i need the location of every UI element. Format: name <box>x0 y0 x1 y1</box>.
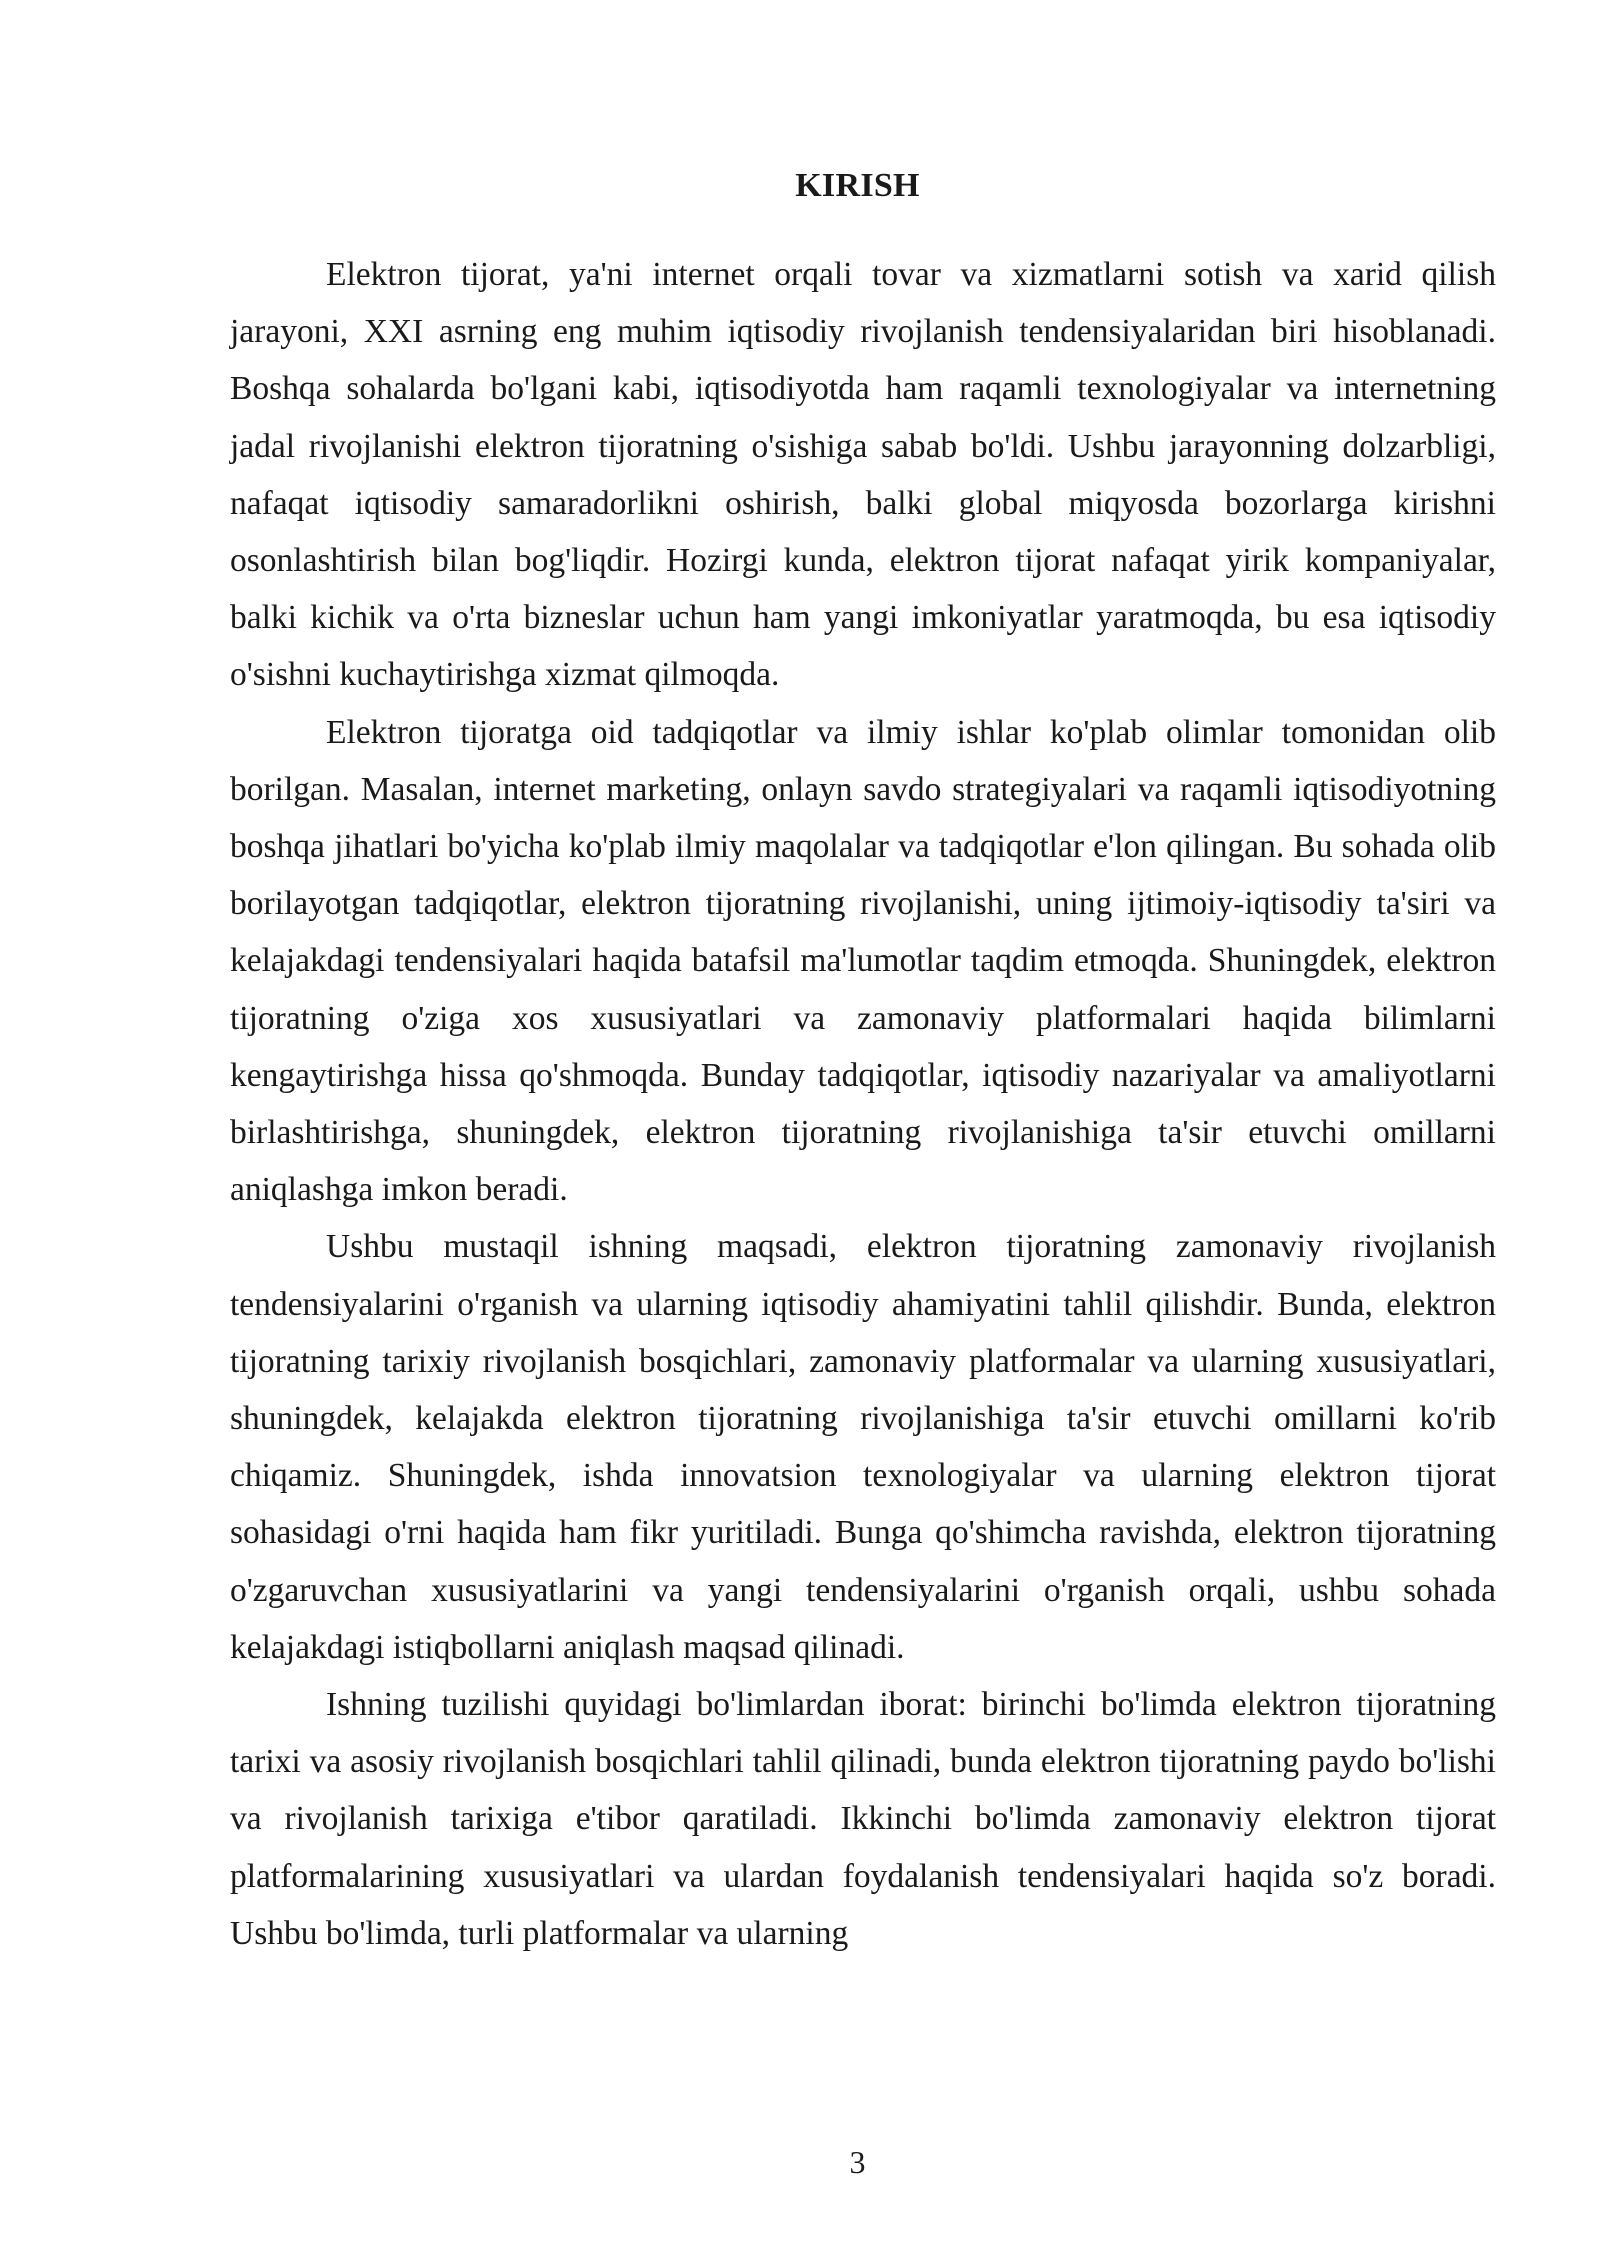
paragraph-4: Ishning tuzilishi quyidagi bo'limlardan iborat: birinchi bo'limda elektron tijoratning tarixi va asosiy rivojlanish bosqichlari tahlil qilinadi, bunda elektron tijoratning paydo bo'lishi va rivojlanish tarixiga e'tibor qaratiladi. Ikkinchi bo'limda zamonaviy elektron tijorat platformalarining xususiyatlari va ulardan foydalanish tendensiyalari haqida so'z boradi. Ushbu bo'limda, turli platformalar va ularning <box>230 1686 1496 1952</box>
page-title: KIRISH <box>795 167 920 204</box>
document-body <box>230 246 1496 1962</box>
page-number: 3 <box>849 2144 866 2180</box>
paragraph-1: Elektron tijorat, ya'ni internet orqali tovar va xizmatlarni sotish va xarid qilish jarayoni, XXI asrning eng muhim iqtisodiy rivojlanish tendensiyalaridan biri hisoblanadi. Boshqa sohalarda bo'lgani kabi, iqtisodiyotda ham raqamli texnologiyalar va internetning jadal rivojlanishi elektron tijoratning o'sishiga sabab bo'ldi. Ushbu jarayonning dolzarbligi, nafaqat iqtisodiy samaradorlikni oshirish, balki global miqyosda bozorlarga kirishni osonlashtirish bilan bog'liqdir. Hozirgi kunda, elektron tijorat nafaqat yirik kompaniyalar, balki kichik va o'rta bizneslar uchun ham yangi imkoniyatlar yaratmoqda, bu esa iqtisodiy o'sishni kuchaytirishga xizmat qilmoqda. <box>230 256 1496 694</box>
paragraph-2: Elektron tijoratga oid tadqiqotlar va ilmiy ishlar ko'plab olimlar tomonidan olib borilgan. Masalan, internet marketing, onlayn savdo strategiyalari va raqamli iqtisodiyotning boshqa jihatlari bo'yicha ko'plab ilmiy maqolalar va tadqiqotlar e'lon qilingan. Bu sohada olib borilayotgan tadqiqotlar, elektron tijoratning rivojlanishi, uning ijtimoiy-iqtisodiy ta'siri va kelajakdagi tendensiyalari haqida batafsil ma'lumotlar taqdim etmoqda. Shuningdek, elektron tijoratning o'ziga xos xususiyatlari va zamonaviy platformalari haqida bilimlarni kengaytirishga hissa qo'shmoqda. Bunday tadqiqotlar, iqtisodiy nazariyalar va amaliyotlarni birlashtirishga, shuningdek, elektron tijoratning rivojlanishiga ta'sir etuvchi omillarni aniqlashga imkon beradi. <box>230 713 1496 1209</box>
paragraph-3: Ushbu mustaqil ishning maqsadi, elektron tijoratning zamonaviy rivojlanish tendensiyalarini o'rganish va ularning iqtisodiy ahamiyatini tahlil qilishdir. Bunda, elektron tijoratning tarixiy rivojlanish bosqichlari, zamonaviy platformalar va ularning xususiyatlari, shuningdek, kelajakda elektron tijoratning rivojlanishiga ta'sir etuvchi omillarni ko'rib chiqamiz. Shuningdek, ishda innovatsion texnologiyalar va ularning elektron tijorat sohasidagi o'rni haqida ham fikr yuritiladi. Bunga qo'shimcha ravishda, elektron tijoratning o'zgaruvchan xususiyatlarini va yangi tendensiyalarini o'rganish orqali, ushbu sohada kelajakdagi istiqbollarni aniqlash maqsad qilinadi. <box>230 1228 1496 1666</box>
